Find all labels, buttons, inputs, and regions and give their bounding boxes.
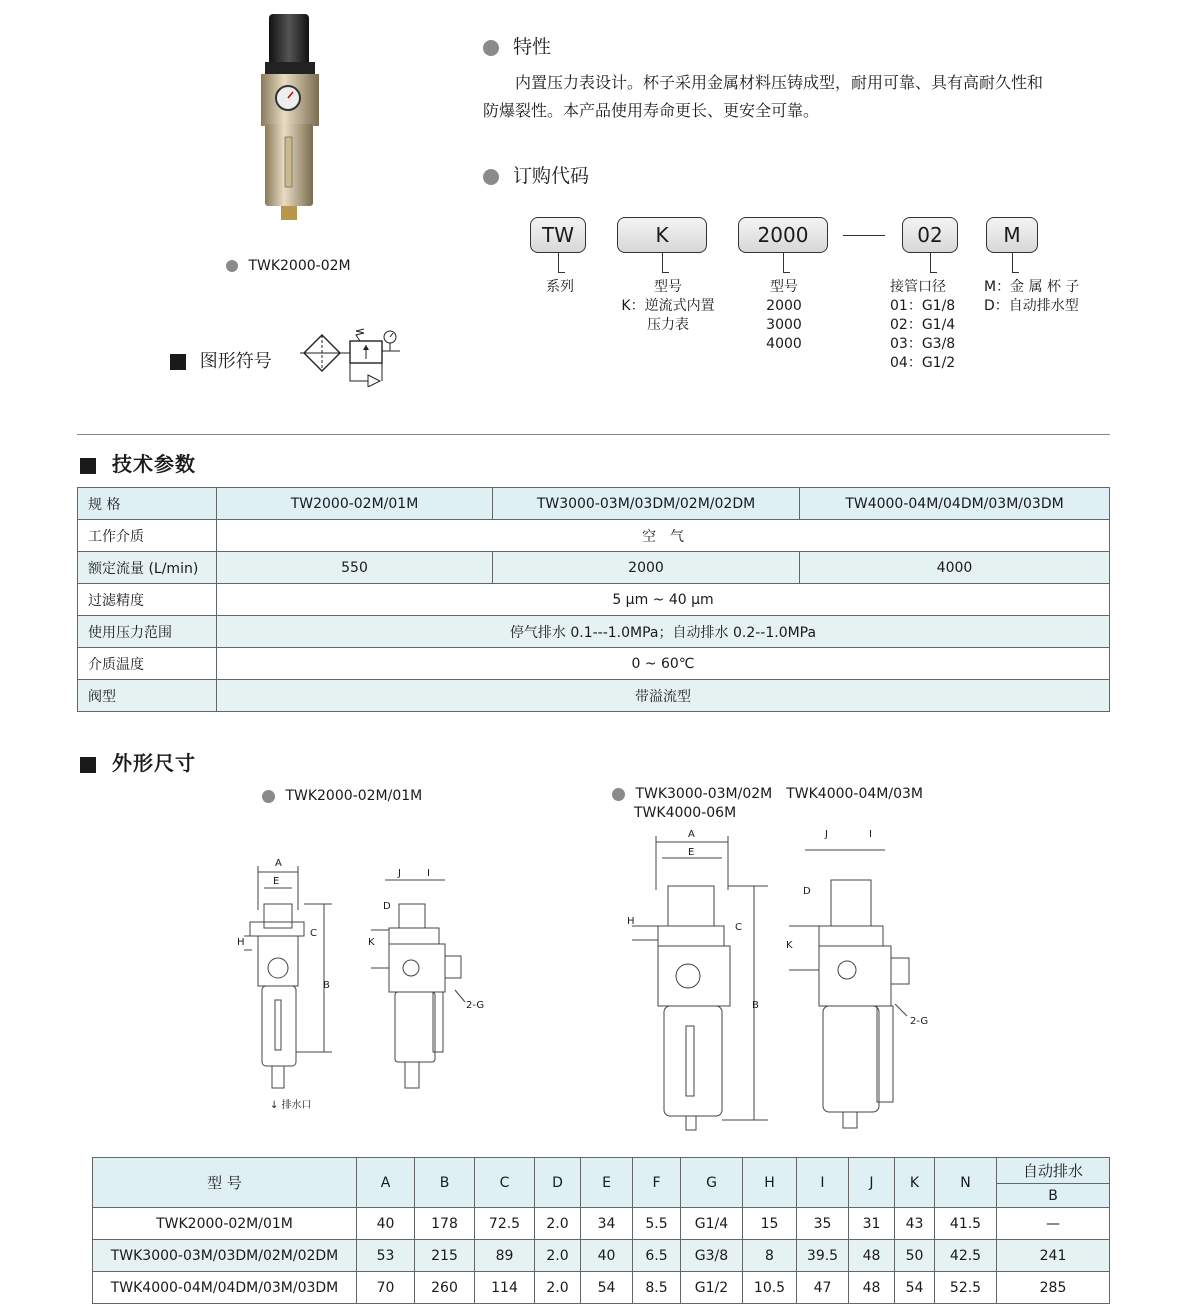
label-port: 接管口径 01：G1/8 02：G1/4 03：G3/8 04：G1/2 xyxy=(890,279,956,371)
table-cell: 550 xyxy=(217,552,493,584)
row-label: 规 格 xyxy=(78,488,217,520)
product-caption: TWK2000-02M xyxy=(226,258,351,274)
product-photo xyxy=(255,12,325,222)
graphic-symbol-diagram xyxy=(300,325,410,391)
table-row xyxy=(78,648,1110,680)
dimension-table xyxy=(92,1157,1110,1304)
row-label: 介质温度 xyxy=(78,648,217,680)
leader-type xyxy=(662,253,663,273)
header-auto-b: B xyxy=(997,1184,1110,1208)
code-box-series: TW xyxy=(530,217,586,253)
header-cell: G xyxy=(681,1158,743,1208)
leader-port xyxy=(930,253,931,273)
dim-letter-j: J xyxy=(398,868,401,879)
header-cell: K xyxy=(895,1158,935,1208)
code-box-type: K xyxy=(617,217,707,253)
code-box-size: 2000 xyxy=(738,217,828,253)
port-label-2: 2-G xyxy=(910,1016,929,1027)
table-cell: TW3000-03M/03DM/02M/02DM xyxy=(493,488,800,520)
row-label: 工作介质 xyxy=(78,520,217,552)
section-divider xyxy=(77,434,1110,435)
table-row xyxy=(78,584,1110,616)
header-cell: J xyxy=(849,1158,895,1208)
dim-letter-c: C xyxy=(310,928,317,939)
header-auto-drain: 自动排水 xyxy=(997,1158,1110,1184)
row-label: 过滤精度 xyxy=(78,584,217,616)
table-row: TWK3000-03M/03DM/02M/02DM 53 215 89 2.0 40 6.5 G3/8 8 39.5 48 50 42.5 241 xyxy=(93,1240,1110,1272)
tech-heading: 技术参数 xyxy=(80,448,196,477)
dim-letter-j2: J xyxy=(825,829,828,840)
table-row xyxy=(78,520,1110,552)
header-cell: C xyxy=(475,1158,535,1208)
drawing2-title: TWK3000-03M/02M TWK4000-04M/03M TWK4000-06M xyxy=(612,785,923,823)
table-row xyxy=(78,552,1110,584)
row-model: TWK2000-02M/01M xyxy=(93,1208,357,1240)
table-row: TWK2000-02M/01M 40 178 72.5 2.0 34 5.5 G1/4 15 35 31 43 41.5 — xyxy=(93,1208,1110,1240)
drawing1-title: TWK2000-02M/01M xyxy=(262,788,422,804)
code-box-port: 02 xyxy=(902,217,958,253)
table-header-row xyxy=(93,1158,1110,1184)
dim-letter-e: E xyxy=(273,876,280,887)
dim-letter-e2: E xyxy=(688,847,695,858)
table-cell: 5 μm ~ 40 μm xyxy=(217,584,1110,616)
header-cell: E xyxy=(581,1158,633,1208)
dim-letter-k2: K xyxy=(786,940,793,951)
drawing2-front xyxy=(622,830,772,1149)
drawing2-side xyxy=(785,840,935,1139)
table-row xyxy=(78,616,1110,648)
dim-letter-a: A xyxy=(275,858,282,869)
table-cell: 空 气 xyxy=(217,520,1110,552)
label-type-size: 型号 2000 3000 4000 xyxy=(766,279,802,352)
table-cell: TW4000-04M/04DM/03M/03DM xyxy=(800,488,1110,520)
header-cell: H xyxy=(743,1158,797,1208)
label-bowl: M：金 属 杯 子 D：自动排水型 xyxy=(984,279,1080,314)
square-bullet-icon xyxy=(80,757,96,773)
table-cell: 4000 xyxy=(800,552,1110,584)
bullet-icon xyxy=(483,169,499,185)
drawing1-front xyxy=(232,860,342,1124)
leader-size xyxy=(783,253,784,273)
dim-letter-b2: B xyxy=(752,1000,759,1011)
features-heading: 特性 xyxy=(483,32,551,59)
dim-letter-c2: C xyxy=(735,922,742,933)
dimensions-heading: 外形尺寸 xyxy=(80,747,196,776)
dim-letter-k: K xyxy=(368,937,375,948)
leader-series xyxy=(558,253,559,273)
bullet-icon xyxy=(262,790,275,803)
row-label: 使用压力范围 xyxy=(78,616,217,648)
features-text-line2: 防爆裂性。本产品使用寿命更长、更安全可靠。 xyxy=(483,101,820,120)
table-row xyxy=(78,680,1110,712)
dim-letter-a2: A xyxy=(688,829,695,840)
code-dash xyxy=(843,235,885,236)
leader-bowl xyxy=(1012,253,1013,273)
table-cell: 0 ~ 60℃ xyxy=(217,648,1110,680)
square-bullet-icon xyxy=(80,458,96,474)
header-cell: B xyxy=(415,1158,475,1208)
bullet-icon xyxy=(612,788,625,801)
dim-letter-h: H xyxy=(237,937,245,948)
label-series: 系列 xyxy=(546,279,574,295)
dim-letter-i: I xyxy=(427,868,430,879)
header-model: 型 号 xyxy=(93,1158,357,1208)
row-model: TWK4000-04M/04DM/03M/03DM xyxy=(93,1272,357,1304)
table-cell: 带溢流型 xyxy=(217,680,1110,712)
features-text-line1: 内置压力表设计。杯子采用金属材料压铸成型，耐用可靠、具有高耐久性和 xyxy=(515,73,1044,92)
table-row xyxy=(78,488,1110,520)
header-cell: I xyxy=(797,1158,849,1208)
bullet-icon xyxy=(483,40,499,56)
table-cell: TW2000-02M/01M xyxy=(217,488,493,520)
header-cell: F xyxy=(633,1158,681,1208)
header-cell: D xyxy=(535,1158,581,1208)
table-row: TWK4000-04M/04DM/03M/03DM 70 260 114 2.0 54 8.5 G1/2 10.5 47 48 54 52.5 285 xyxy=(93,1272,1110,1304)
port-label: 2-G xyxy=(466,1000,485,1011)
bullet-icon xyxy=(226,260,238,272)
drain-label: ↓ 排水口 xyxy=(270,1100,312,1111)
dim-letter-d2: D xyxy=(803,886,811,897)
dim-letter-b: B xyxy=(323,980,330,991)
table-cell: 停气排水 0.1---1.0MPa；自动排水 0.2--1.0MPa xyxy=(217,616,1110,648)
header-cell: A xyxy=(357,1158,415,1208)
dim-letter-d: D xyxy=(383,901,391,912)
square-bullet-icon xyxy=(170,354,186,370)
spec-table xyxy=(77,487,1110,712)
graphic-symbol-heading: 图形符号 xyxy=(170,347,272,373)
row-label: 阀型 xyxy=(78,680,217,712)
label-type-k: 型号 K：逆流式内置 压力表 xyxy=(621,279,715,333)
dim-letter-h2: H xyxy=(627,916,635,927)
header-cell: N xyxy=(935,1158,997,1208)
table-cell: 2000 xyxy=(493,552,800,584)
row-model: TWK3000-03M/03DM/02M/02DM xyxy=(93,1240,357,1272)
dim-letter-i2: I xyxy=(869,829,872,840)
row-label: 额定流量 (L/min) xyxy=(78,552,217,584)
ordering-heading: 订购代码 xyxy=(483,161,589,188)
code-box-bowl: M xyxy=(986,217,1038,253)
